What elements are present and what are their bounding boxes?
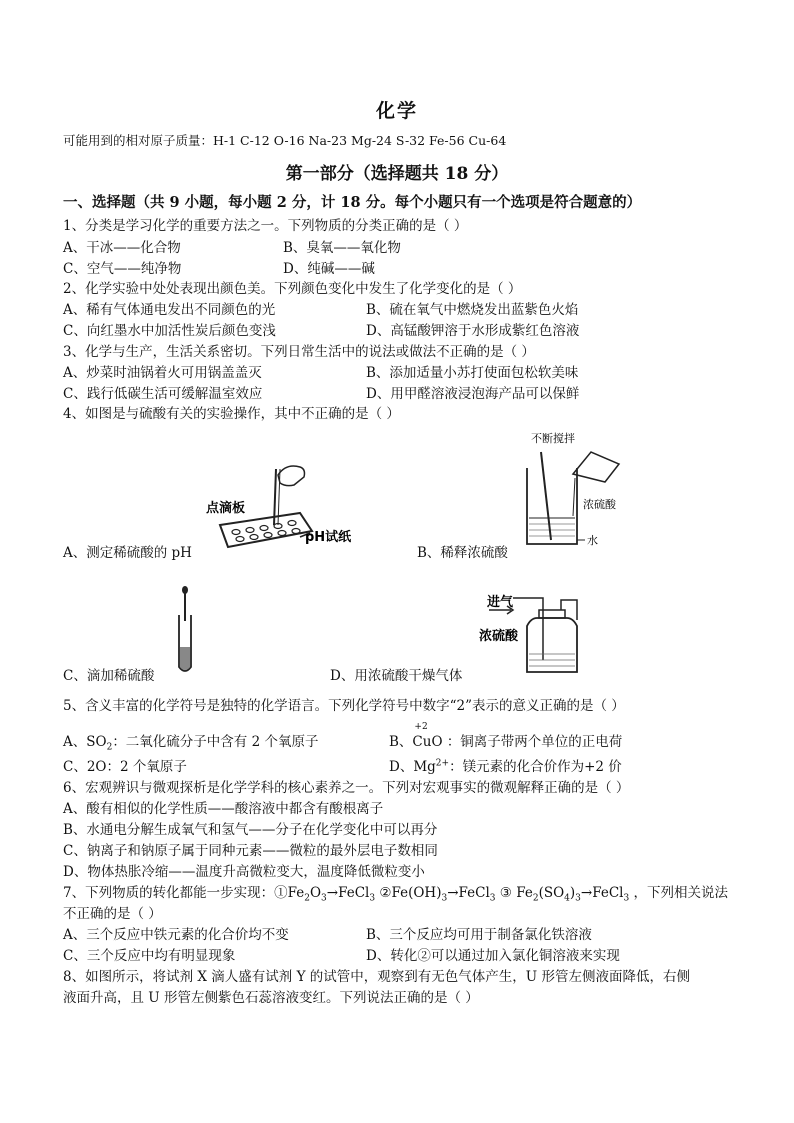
q7-option-d: D、转化②可以通过加入氯化铜溶液来实现 bbox=[366, 948, 620, 964]
q7-option-b: B、三个反应均可用于制备氯化铁溶液 bbox=[366, 927, 592, 943]
q6-option-a: A、酸有相似的化学性质——酸溶液中都含有酸根离子 bbox=[63, 801, 384, 817]
conc-acid-label: 浓硫酸 bbox=[583, 498, 616, 511]
dropping-figure bbox=[170, 585, 200, 677]
q5-option-a: A、$SO_2$：二氧化硫分子中含有 2 个氧原子 bbox=[63, 734, 319, 753]
ph-test-figure bbox=[200, 455, 365, 555]
q1-option-a: A、干冰——化合物 bbox=[63, 240, 181, 256]
water-label: 水 bbox=[587, 534, 598, 547]
test-tube-icon bbox=[179, 615, 191, 671]
q6-option-c: C、钠离子和钠原子属于同种元素——微粒的最外层电子数相同 bbox=[63, 843, 438, 859]
spot-plate-icon bbox=[220, 513, 312, 547]
q3-option-b: B、添加适量小苏打使面包松软美味 bbox=[366, 365, 579, 381]
question-3-stem: 3、化学与生产，生活关系密切。下列日常生活中的说法或做法不正确的是（ ） bbox=[63, 344, 535, 360]
q1-option-c: C、空气——纯净物 bbox=[63, 261, 182, 277]
q4-option-b: B、稀释浓硫酸 bbox=[417, 545, 508, 561]
page-title: 化学 bbox=[375, 100, 418, 122]
dilution-figure bbox=[515, 428, 625, 553]
q7-option-a: A、三个反应中铁元素的化合价均不变 bbox=[63, 927, 289, 943]
gas-inlet-label: 进气 bbox=[487, 595, 514, 610]
q2-option-d: D、高锰酸钾溶于水形成紫红色溶液 bbox=[366, 323, 580, 339]
question-7-stem: 7、下列物质的转化都能一步实现：$①Fe_2O_3\to FeCl_3$ $②Fe(OH)_3\to FeCl_3$ ③ $Fe_2(SO_4)_3\to FeCl_3$ ，下列相关说法 bbox=[63, 885, 729, 904]
question-1-stem: 1、分类是学习化学的重要方法之一。下列物质的分类正确的是（ ） bbox=[63, 218, 468, 234]
wash-bottle-icon bbox=[513, 598, 577, 672]
question-7-stem-line2: 不正确的是（ ） bbox=[63, 906, 162, 922]
ph-paper-label: pH试纸 bbox=[305, 530, 352, 545]
stir-label: 不断搅拌 bbox=[531, 432, 575, 445]
dropper-icon bbox=[182, 586, 188, 621]
q4-option-a: A、测定稀硫酸的 pH bbox=[63, 545, 192, 561]
q3-option-c: C、践行低碳生活可缓解温室效应 bbox=[63, 386, 263, 402]
gas-drying-figure bbox=[475, 588, 595, 676]
section-title: 一、选择题（共 9 小题，每小题 2 分，计 18 分。每个小题只有一个选项是符合题意的） bbox=[63, 194, 642, 211]
q5-option-b: B、 +2 CuO ：铜离子带两个单位的正电荷 bbox=[389, 722, 623, 750]
q2-option-c: C、向红墨水中加活性炭后颜色变浅 bbox=[63, 323, 276, 339]
question-4-stem: 4、如图是与硫酸有关的实验操作，其中不正确的是（ ） bbox=[63, 406, 400, 422]
question-8-stem: 8、如图所示，将试剂 X 滴人盛有试剂 Y 的试管中，观察到有无色气体产生，U 形管左侧液面降低，右侧 bbox=[63, 969, 690, 985]
q1-option-d: D、纯碱——碱 bbox=[283, 261, 375, 277]
question-2-stem: 2、化学实验中处处表现出颜色美。下列颜色变化中发生了化学变化的是（ ） bbox=[63, 281, 522, 297]
q5-option-c: C、2O：2 个氧原子 bbox=[63, 759, 187, 775]
spot-plate-label: 点滴板 bbox=[206, 501, 246, 516]
q2-option-b: B、硫在氧气中燃烧发出蓝紫色火焰 bbox=[366, 302, 579, 318]
q3-option-d: D、用甲醛溶液浸泡海产品可以保鲜 bbox=[366, 386, 580, 402]
q6-option-b: B、水通电分解生成氧气和氢气——分子在化学变化中可以再分 bbox=[63, 822, 438, 838]
glass-rod-icon bbox=[541, 452, 551, 540]
atomic-masses-note: 可能用到的相对原子质量：H-1 C-12 O-16 Na-23 Mg-24 S-32 Fe-56 Cu-64 bbox=[63, 133, 507, 148]
question-5-stem: 5、含义丰富的化学符号是独特的化学语言。下列化学符号中数字“2”表示的意义正确的是（ ） bbox=[63, 698, 625, 714]
q5-option-d: D、$Mg^{2+}$：镁元素的化合价作为+2 价 bbox=[389, 758, 622, 775]
q7-option-c: C、三个反应中均有明显现象 bbox=[63, 948, 236, 964]
question-6-stem: 6、宏观辨识与微观探析是化学学科的核心素养之一。下列对宏观事实的微观解释正确的是（ ） bbox=[63, 780, 630, 796]
dry-acid-label: 浓硫酸 bbox=[479, 629, 519, 644]
q3-option-a: A、炒菜时油锅着火可用锅盖盖灭 bbox=[63, 365, 262, 381]
question-8-stem-line2: 液面升高，且 U 形管左侧紫色石蕊溶液变红。下列说法正确的是（ ） bbox=[63, 990, 479, 1006]
valence-mark: +2 bbox=[414, 722, 428, 732]
part-title: 第一部分（选择题共 18 分） bbox=[285, 164, 509, 184]
q1-option-b: B、臭氧——氧化物 bbox=[283, 240, 401, 256]
q6-option-d: D、物体热胀冷缩——温度升高微粒变大，温度降低微粒变小 bbox=[63, 864, 425, 880]
q4-option-d: D、用浓硫酸干燥气体 bbox=[330, 668, 463, 684]
q4-option-c: C、滴加稀硫酸 bbox=[63, 668, 155, 684]
beaker-icon bbox=[527, 468, 577, 544]
q2-option-a: A、稀有气体通电发出不同颜色的光 bbox=[63, 302, 276, 318]
